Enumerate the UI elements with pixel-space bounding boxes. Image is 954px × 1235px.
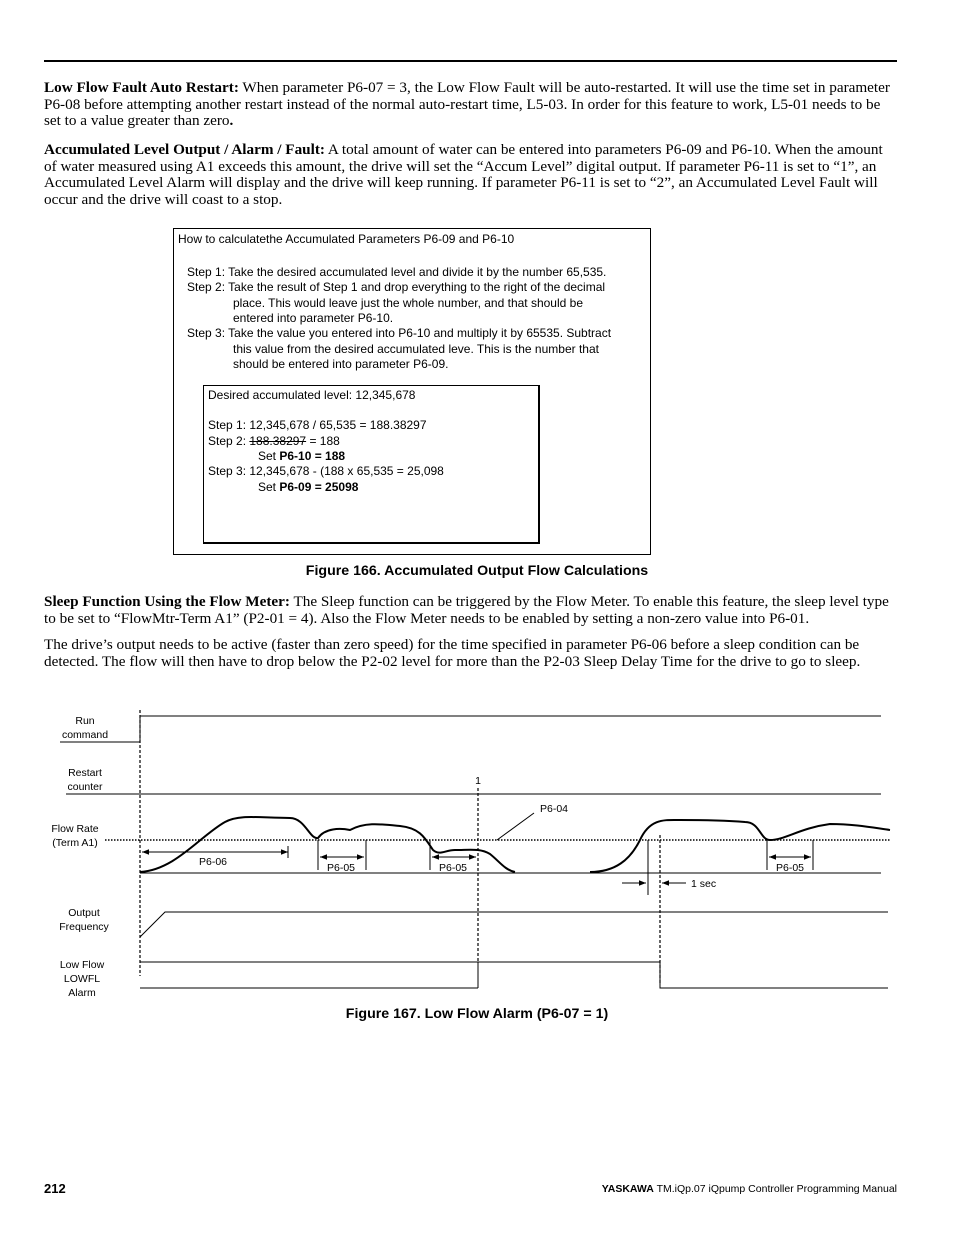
- run-label-line2: command: [61, 729, 109, 741]
- paragraph-drive-output: The drive’s output needs to be active (faster than zero speed) for the time specified in parameter P6-06 before a sleep condition can be detected. The flow will then have to drop below the P2-02 level for more than the P2-03 Sleep Delay Time for the drive to go to sleep.: [44, 636, 861, 670]
- paragraph-low-flow-restart: [44, 80, 898, 130]
- p6-06-label: P6-06: [199, 856, 228, 868]
- flow-label-line1: Flow Rate: [51, 823, 99, 835]
- restart-label-line2: counter: [67, 781, 103, 793]
- alarm-label-line3: Alarm: [68, 987, 96, 999]
- calc-step3-line3: should be entered into parameter P6-09.: [233, 357, 449, 371]
- alarm-trace: [140, 962, 888, 988]
- output-label-line2: Frequency: [59, 921, 109, 933]
- page-number: 212: [44, 1181, 66, 1196]
- p6-04-label: P6-04: [540, 803, 569, 815]
- calculation-box: [173, 228, 651, 555]
- output-label-line1: Output: [68, 907, 100, 919]
- example-step2: [208, 434, 340, 448]
- timing-diagram: [0, 700, 954, 1000]
- p6-05-label-c: P6-05: [776, 862, 805, 874]
- run-command-trace: [60, 716, 881, 742]
- p6-05-label-b: P6-05: [439, 862, 468, 874]
- restart-label-line1: Restart: [68, 767, 102, 779]
- calc-step1: Step 1: Take the desired accumulated level and divide it by the number 65,535.: [187, 265, 607, 279]
- low-flow-restart-body: When parameter P6-07 = 3, the Low Flow Fault will be auto-restarted. It will use the time set in parameter P6-08 before attempting another restart instead of the normal auto-restart time, L5-03. In order for this feature to work, L5-01 needs to be set to a value greater than zero: [44, 79, 890, 130]
- output-frequency-trace: [140, 912, 888, 937]
- accumulated-level-heading: Accumulated Level Output / Alarm / Fault:: [44, 141, 325, 158]
- calc-step3-line2: this value from the desired accumulated leve. This is the number that: [233, 342, 599, 356]
- footer-manual-title: [602, 1183, 897, 1195]
- paragraph-sleep-function: [44, 594, 898, 627]
- footer-manual-name: TM.iQp.07 iQpump Controller Programming Manual: [653, 1183, 897, 1195]
- example-set-p6-10: [258, 449, 345, 463]
- p6-05-label-a: P6-05: [327, 862, 356, 874]
- example-set-p6-09: [258, 480, 358, 494]
- alarm-label-line2: LOWFL: [63, 973, 101, 985]
- example-box: [203, 385, 540, 544]
- footer-brand: YASKAWA: [601, 1183, 654, 1195]
- example-set2-prefix: Set: [258, 480, 280, 494]
- example-step3: Step 3: 12,345,678 - (188 x 65,535 = 25,098: [208, 464, 444, 478]
- p6-04-leader: [497, 813, 534, 840]
- example-step1: Step 1: 12,345,678 / 65,535 = 188.38297: [208, 418, 427, 432]
- example-desired: Desired accumulated level: 12,345,678: [208, 388, 416, 402]
- example-step2-suffix: = 188: [306, 434, 340, 448]
- calc-step2-line2: place. This would leave just the whole number, and that should be: [233, 296, 584, 310]
- example-set2-value: P6-09 = 25098: [279, 480, 359, 494]
- example-set1-value: P6-10 = 188: [279, 449, 346, 463]
- calc-step2-line3: entered into parameter P6-10.: [233, 311, 394, 325]
- flow-label-line2: (Term A1): [52, 837, 98, 849]
- example-step2-prefix: Step 2:: [208, 434, 250, 448]
- calc-box-title: How to calculatethe Accumulated Parameters P6-09 and P6-10: [178, 232, 515, 246]
- figure-166-caption: Figure 166. Accumulated Output Flow Calculations: [305, 563, 649, 579]
- example-set1-prefix: Set: [258, 449, 280, 463]
- accumulated-level-body: A total amount of water can be entered into parameters P6-09 and P6-10. When the amount of water measured using A1 exceeds this amount, the drive will set the “Accum Level” digital output. If parameter P6-11 is set to “1”, an Accumulated Level Alarm will display and the drive will keep running. If parameter P6-11 is set to “2”, an Accumulated Level Fault will occur and the drive will coast to a stop.: [44, 141, 883, 208]
- top-rule: [44, 60, 897, 62]
- alarm-label-line1: Low Flow: [59, 959, 105, 971]
- one-sec-label: 1 sec: [691, 878, 717, 890]
- low-flow-restart-end: .: [229, 112, 234, 130]
- sleep-function-heading: Sleep Function Using the Flow Meter:: [44, 593, 290, 610]
- low-flow-restart-heading: Low Flow Fault Auto Restart:: [44, 79, 239, 96]
- run-label-line1: Run: [75, 715, 95, 727]
- figure-167-caption: Figure 167. Low Flow Alarm (P6-07 = 1): [345, 1006, 609, 1022]
- restart-counter-value: 1: [475, 775, 481, 787]
- example-step2-struck: 188.38297: [249, 434, 307, 448]
- calc-step3-line1: Step 3: Take the value you entered into P6-10 and multiply it by 65535. Subtract: [187, 326, 612, 340]
- paragraph-accumulated-level: [44, 142, 898, 208]
- calc-step2-line1: Step 2: Take the result of Step 1 and drop everything to the right of the decimal: [187, 280, 606, 294]
- sleep-function-body: The Sleep function can be triggered by the Flow Meter. To enable this feature, the sleep level type to be set to “FlowMtr-Term A1” (P2-01 = 4). Also the Flow Meter needs to be enabled by setting a non-zero value into P6-01.: [44, 593, 889, 627]
